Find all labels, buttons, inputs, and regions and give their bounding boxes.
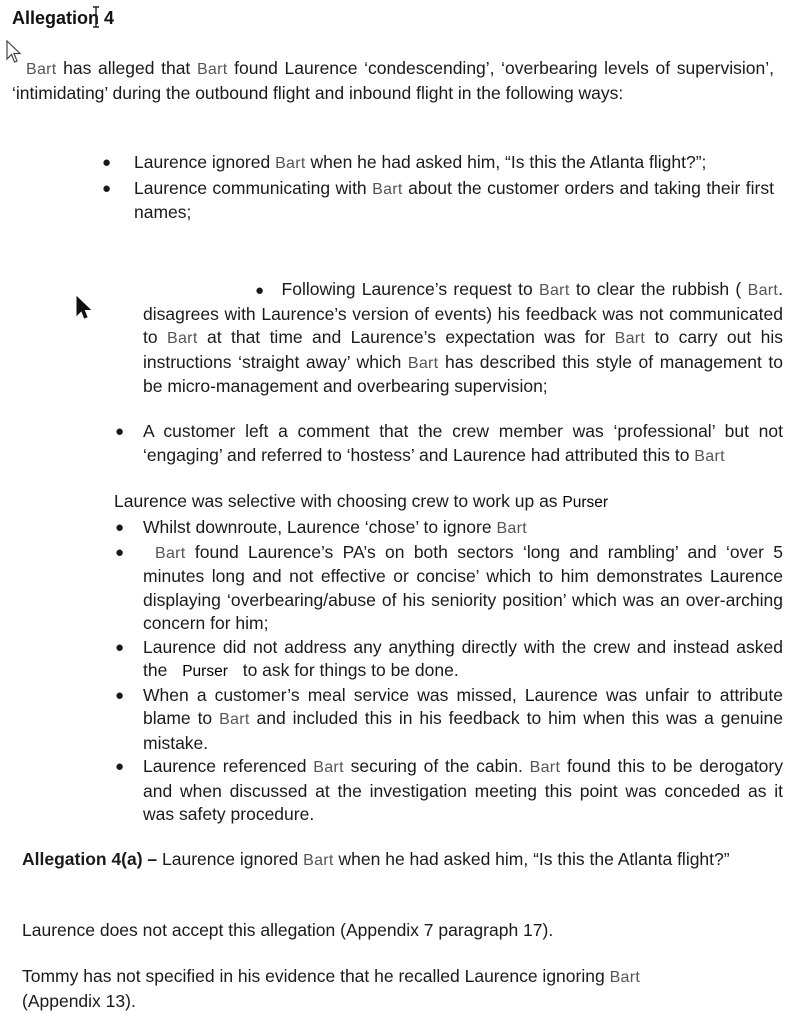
redacted-name: Bart: [747, 282, 779, 299]
redacted-name: Bart: [155, 544, 186, 562]
intro-paragraph: Bart has alleged that Bart found Laurence ‘condescending’, ‘overbearing levels of supervision’, ‘intimidating’ during the outbound flight and inbound flight in the following ways:: [12, 58, 774, 103]
redacted-name: Bart: [26, 61, 57, 78]
redacted-role: Purser: [182, 663, 228, 680]
list-item: ● Bart found Laurence’s PA’s on both sectors ‘long and rambling’ and ‘over 5 minutes long and not effective or concise’ which to him demonstrates Laurence displaying ‘overbearing/abuse of his seniority position’ which was an over-arching concern for him;: [115, 541, 783, 633]
bullet-icon: ●: [102, 154, 112, 171]
list-item: ● Laurence referenced Bart securing of the cabin. Bart found this to be derogatory and when discussed at the investigation meeting this point was conceded as it was safety procedure.: [115, 756, 783, 824]
bullet-icon: ●: [115, 758, 125, 775]
bullet-icon: ●: [115, 686, 125, 704]
redacted-role: Purser: [562, 494, 609, 511]
redacted-name: Bart: [694, 447, 725, 465]
text-cursor-icon: [92, 6, 100, 28]
allegation-4a-label: Allegation 4(a) –: [22, 849, 158, 869]
tommy-paragraph: Tommy has not specified in his evidence that he recalled Laurence ignoring Bart (Appendix 13).: [22, 966, 641, 1011]
redacted-name: Bart: [614, 330, 646, 347]
redacted-name: Bart: [372, 180, 403, 198]
bullet-icon: ●: [255, 282, 266, 299]
redacted-name: Bart: [313, 759, 344, 776]
redacted-name: Bart: [167, 330, 198, 347]
bullet-icon: ●: [115, 519, 125, 536]
bullet-icon: ●: [115, 638, 125, 656]
not-accept-paragraph: Laurence does not accept this allegation (Appendix 7 paragraph 17).: [22, 920, 554, 940]
selective-line: Laurence was selective with choosing crew to work up as Purser: [114, 491, 609, 511]
list-item: ● Whilst downroute, Laurence ‘chose’ to ignore Bart: [143, 516, 783, 541]
list-item: ● Laurence ignored Bart when he had asked him, “Is this the Atlanta flight?”;: [134, 151, 774, 176]
list-item: ● Laurence communicating with Bart about the customer orders and taking their first names;: [102, 177, 774, 222]
allegation-heading: Allegation 4: [12, 8, 115, 28]
mouse-cursor-icon: [76, 296, 92, 320]
redacted-name: Bart: [219, 711, 250, 728]
redacted-name: Bart: [539, 282, 570, 299]
bullet-icon: ●: [115, 543, 125, 561]
bullet-icon: ●: [102, 179, 112, 197]
redacted-name: Bart: [303, 852, 334, 869]
list-item: ● Laurence did not address any anything directly with the crew and instead asked the Purser to ask for things to be done.: [115, 636, 783, 680]
allegation-4a-paragraph: Allegation 4(a) – Laurence ignored Bart when he had asked him, “Is this the Atlanta flight?”: [22, 849, 730, 869]
list-item: ● When a customer’s meal service was missed, Laurence was unfair to attribute blame to Bart and included this in his feedback to him when this was a genuine mistake.: [115, 684, 784, 753]
allegation-list-top: [102, 151, 774, 225]
redacted-name: Bart: [196, 61, 228, 78]
list-item: ● A customer left a comment that the crew member was ‘professional’ but not ‘engaging’ and referred to ‘hostess’ and Laurence had attributed this to Bart: [115, 421, 783, 465]
allegation-list-bottom: [115, 516, 784, 827]
bullet-icon: ●: [115, 423, 125, 440]
allegation-list-b4: [115, 420, 783, 468]
redacted-name: Bart: [275, 155, 306, 172]
redacted-name: Bart: [609, 969, 641, 986]
list-item: ● Following Laurence’s request to Bart to clear the rubbish ( Bart. disagrees with Laurence’s version of events) his feedback was not communicated to Bart at that time and Laurence’s expectation was for Bart to carry out his instructions ‘straight away’ which Bart has described this style of management to be micro-management and overbearing supervision;: [143, 279, 784, 396]
redacted-name: Bart: [496, 520, 527, 537]
redacted-name: Bart: [529, 759, 561, 776]
redacted-name: Bart: [407, 354, 439, 372]
